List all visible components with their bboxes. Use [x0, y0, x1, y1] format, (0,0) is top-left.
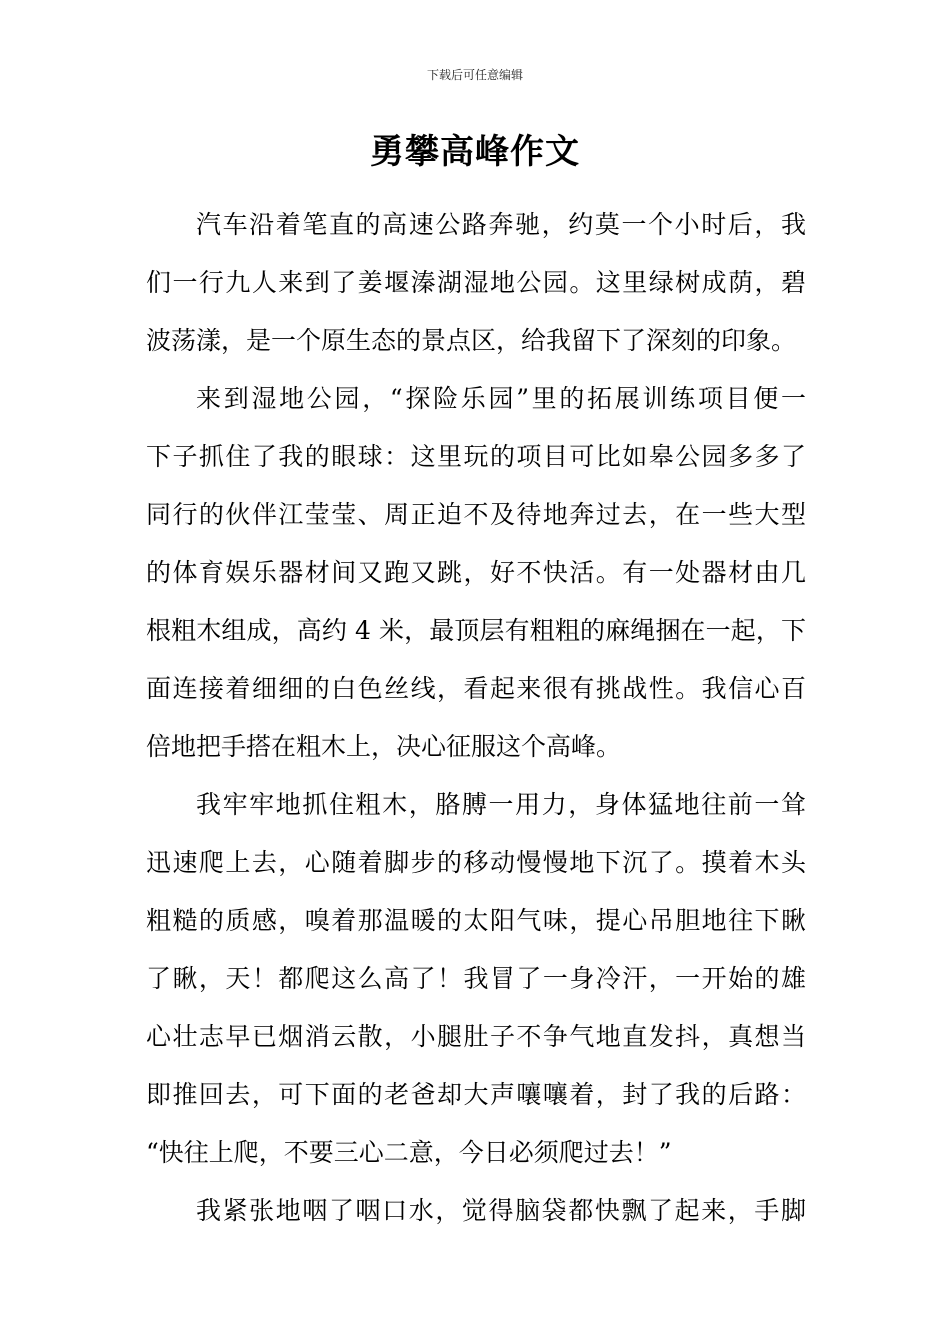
text-line: 来到湿地公园，“探险乐园”里的拓展训练项目便一	[196, 384, 806, 413]
text-line: 根粗木组成，高约 4 米，最顶层有粗粗的麻绳捆在一起，下	[146, 616, 806, 645]
header-note: 下载后可任意编辑	[426, 68, 523, 82]
text-line: “快往上爬，不要三心二意，今日必须爬过去！”	[146, 1138, 672, 1167]
text-line: 即推回去，可下面的老爸却大声嚷嚷着，封了我的后路：	[146, 1080, 806, 1109]
text-line: 们一行九人来到了姜堰溱湖湿地公园。这里绿树成荫，碧	[146, 268, 806, 297]
document-title: 勇攀高峰作文	[370, 132, 580, 172]
text-line: 汽车沿着笔直的高速公路奔驰，约莫一个小时后，我	[196, 210, 806, 239]
text-line: 波荡漾，是一个原生态的景点区，给我留下了深刻的印象。	[146, 326, 797, 355]
text-line: 同行的伙伴江莹莹、周正迫不及待地奔过去，在一些大型	[146, 500, 806, 529]
text-line: 了瞅，天！都爬这么高了！我冒了一身冷汗，一开始的雄	[146, 964, 806, 993]
text-line: 我紧张地咽了咽口水，觉得脑袋都快飘了起来，手脚	[196, 1196, 806, 1225]
text-line: 面连接着细细的白色丝线，看起来很有挑战性。我信心百	[146, 674, 806, 703]
text-line: 我牢牢地抓住粗木，胳膊一用力，身体猛地往前一耸	[196, 790, 806, 819]
text-line: 下子抓住了我的眼球：这里玩的项目可比如皋公园多多了	[146, 442, 806, 471]
text-line: 粗糙的质感，嗅着那温暖的太阳气味，提心吊胆地往下瞅	[146, 906, 806, 935]
text-line: 心壮志早已烟消云散，小腿肚子不争气地直发抖，真想当	[146, 1022, 806, 1051]
text-line: 的体育娱乐器材间又跑又跳，好不快活。有一处器材由几	[146, 558, 806, 587]
essay-body	[146, 196, 806, 1240]
text-line: 倍地把手搭在粗木上，决心征服这个高峰。	[146, 732, 622, 761]
text-line: 迅速爬上去，心随着脚步的移动慢慢地下沉了。摸着木头	[146, 848, 806, 877]
